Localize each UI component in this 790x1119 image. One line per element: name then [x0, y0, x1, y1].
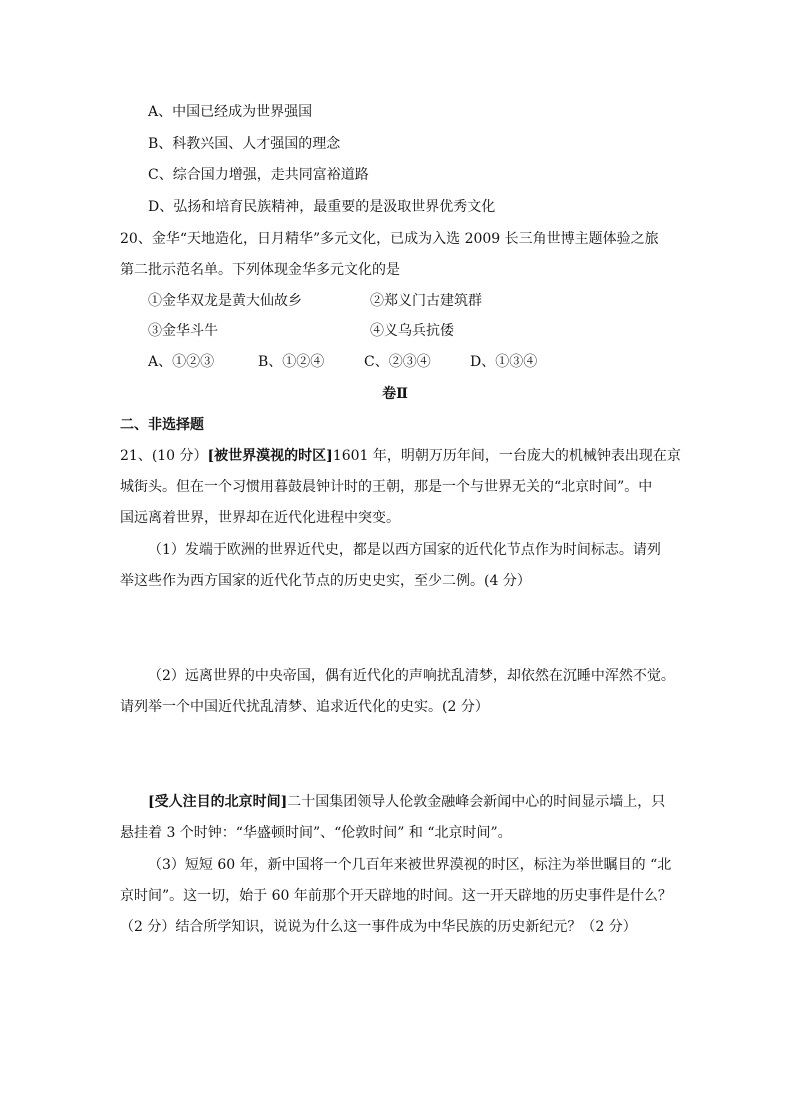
q21-intro-line2: 城街头。但在一个习惯用暮鼓晨钟计时的王朝，那是一个与世界无关的“北京时间”。中 [120, 479, 653, 495]
q20-item-4: ④义乌兵抗倭 [370, 323, 454, 339]
q21-prefix: 21、(10 分） [120, 448, 208, 464]
q19-option-d: D、弘扬和培育民族精神，最重要的是汲取世界优秀文化 [148, 199, 496, 215]
q19-option-c: C、综合国力增强，走共同富裕道路 [148, 167, 369, 183]
q21-sub3-line1: （3）短短 60 年，新中国将一个几百年来被世界漠视的时区，标注为举世瞩目的 “北 [148, 857, 672, 873]
q21-sub1-line1: （1）发端于欧洲的世界近代史，都是以西方国家的近代化节点作为时间标志。请列 [148, 542, 661, 558]
q21-sub2-line2: 请列举一个中国近代扰乱清梦、追求近代化的史实。(2 分） [120, 699, 489, 715]
q21-sub3-line3: （2 分）结合所学知识，说说为什么这一事件成为中华民族的历史新纪元？（2 分） [120, 919, 637, 935]
q21-tag-beijing-time: [受人注目的北京时间] [148, 794, 288, 810]
q21-intro-line1-rest: 1601 年，明朝万历年间，一台庞大的机械钟表出现在京 [332, 448, 681, 464]
q21-para2-line2: 悬挂着 3 个时钟：“华盛顿时间”、“伦敦时间” 和 “北京时间”。 [120, 825, 512, 841]
q20-option-c: C、②③④ [364, 354, 431, 370]
volume-title: 卷Ⅱ [382, 386, 408, 402]
q20-item-2: ②郑义门古建筑群 [370, 293, 482, 309]
q21-para2-line1-rest: 二十国集团领导人伦敦金融峰会新闻中心的时间显示墙上，只 [287, 794, 666, 810]
q20-stem-line2: 第二批示范名单。下列体现金华多元文化的是 [120, 262, 400, 278]
q20-stem-line1: 20、金华“天地造化，日月精华”多元文化，已成为入选 2009 长三角世博主题体验之旅 [120, 231, 659, 247]
q21-sub2-line1: （2）远离世界的中央帝国，偶有近代化的声响扰乱清梦，却依然在沉睡中浑然不觉。 [148, 668, 675, 684]
q19-option-b: B、科教兴国、人才强国的理念 [148, 136, 341, 152]
q21-sub1-line2: 举这些作为西方国家的近代化节点的历史史实，至少二例。(4 分） [120, 573, 531, 589]
q20-item-3: ③金华斗牛 [148, 323, 218, 339]
q20-option-a: A、①②③ [148, 354, 215, 370]
section-title: 二、非选择题 [120, 417, 204, 433]
q21-para2-line1 [148, 793, 665, 811]
q21-sub3-line2: 京时间”。这一切，始于 60 年前那个开天辟地的时间。这一开天辟地的历史事件是什么？ [120, 888, 672, 904]
q19-option-a: A、中国已经成为世界强国 [148, 104, 313, 120]
q21-tag-ignored-timezone: [被世界漠视的时区] [207, 448, 333, 464]
q20-item-1: ①金华双龙是黄大仙故乡 [148, 293, 302, 309]
q21-intro-line1 [120, 447, 681, 465]
q20-option-d: D、①③④ [470, 354, 538, 370]
q20-option-b: B、①②④ [258, 354, 325, 370]
q21-intro-line3: 国远离着世界，世界却在近代化进程中突变。 [120, 510, 400, 526]
